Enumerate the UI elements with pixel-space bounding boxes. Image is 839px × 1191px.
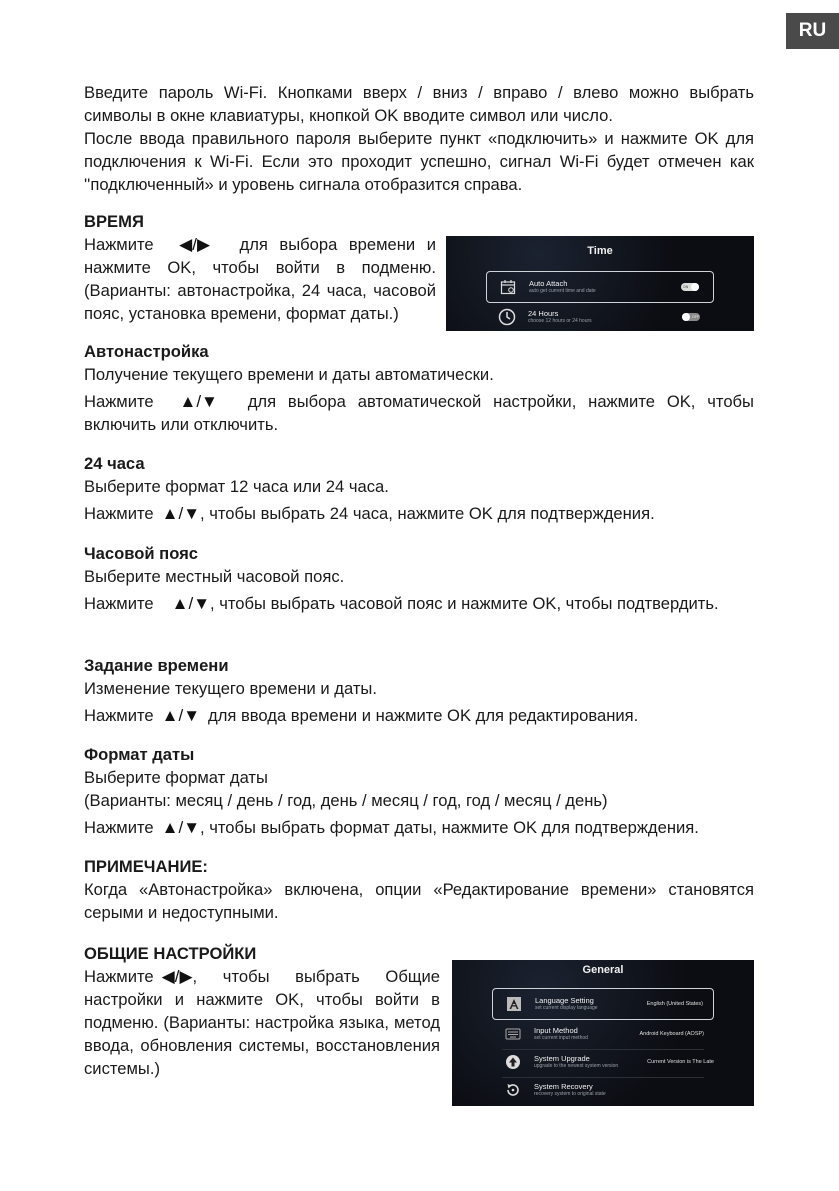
general-section [84, 943, 440, 1080]
tz-text: Нажмите ▲/▼, чтобы выбрать часовой пояс и нажмите OK, чтобы подтвердить. [84, 594, 719, 613]
auto-text: Нажмите ▲/▼ для выбора автоматической настройки, нажмите OK, чтобы включить или отключить. [84, 392, 754, 434]
auto-attach-title: Auto Attach [529, 279, 568, 288]
up-down-arrows-icon: ▲/▼ [161, 504, 201, 523]
time-section [84, 211, 436, 325]
24-hours-row [486, 302, 714, 331]
language-setting-value: English (United States) [646, 1001, 703, 1007]
language-setting-subtitle: set current display language [535, 1005, 598, 1011]
h24-heading: 24 часа [84, 454, 145, 473]
language-icon [503, 993, 525, 1015]
recovery-icon [502, 1079, 524, 1101]
up-down-arrows-icon: ▲/▼ [179, 392, 218, 411]
datefmt-section [84, 744, 754, 839]
settime-section [84, 655, 754, 727]
datefmt-line2: (Варианты: месяц / день / год, день / месяц / год, год / месяц / день) [84, 791, 608, 810]
left-right-arrows-icon: ◀/▶ [161, 967, 193, 986]
left-right-arrows-icon: ◀/▶ [179, 235, 211, 254]
settime-line1: Изменение текущего времени и даты. [84, 679, 377, 698]
system-recovery-title: System Recovery [534, 1082, 593, 1091]
intro-section [84, 81, 754, 196]
auto-heading: Автонастройка [84, 342, 209, 361]
24-hours-title: 24 Hours [528, 309, 559, 318]
settime-heading: Задание времени [84, 656, 229, 675]
system-recovery-row [492, 1075, 714, 1105]
language-setting-title: Language Setting [535, 996, 594, 1005]
h24-section [84, 453, 754, 525]
language-tab: RU [786, 13, 839, 49]
calendar-icon [497, 276, 519, 298]
time-menu-title: Time [587, 245, 613, 257]
tz-line1: Выберите местный часовой пояс. [84, 567, 345, 586]
datefmt-heading: Формат даты [84, 745, 195, 764]
keyboard-icon [502, 1023, 524, 1045]
datefmt-text: Нажмите ▲/▼, чтобы выбрать формат даты, нажмите OK для подтверждения. [84, 818, 699, 837]
input-method-value: Android Keyboard (AOSP) [639, 1031, 704, 1037]
general-text: Нажмите ◀/▶, чтобы выбрать Общие настройки и нажмите OK, чтобы войти в подменю. (Варианты: настройка языка, метод ввода, обновления системы, восстановления системы.) [84, 967, 440, 1078]
auto-attach-row [486, 271, 714, 303]
time-text [84, 233, 436, 325]
auto-section [84, 341, 754, 436]
h24-line1: Выберите формат 12 часа или 24 часа. [84, 477, 389, 496]
auto-attach-subtitle: auto get current time and date [529, 288, 596, 294]
system-upgrade-subtitle: upgrade to the newest system version [534, 1063, 619, 1069]
time-heading: ВРЕМЯ [84, 212, 144, 231]
input-method-subtitle: set current input method [534, 1035, 588, 1041]
24-hours-subtitle: choose 12 hours or 24 hours [528, 318, 592, 324]
up-down-arrows-icon: ▲/▼ [161, 818, 201, 837]
up-down-arrows-icon: ▲/▼ [161, 706, 201, 725]
note-section [84, 856, 754, 924]
auto-line1: Получение текущего времени и даты автоматически. [84, 365, 494, 384]
system-upgrade-title: System Upgrade [534, 1054, 590, 1063]
upgrade-icon [502, 1051, 524, 1073]
tz-heading: Часовой пояс [84, 544, 199, 563]
time-menu-screenshot [446, 236, 754, 331]
time-description: для выбора времени и нажмите OK, чтобы войти в подменю. (Варианты: автонастройка, 24 часа, часовой пояс, установка времени, формат даты.) [84, 235, 436, 323]
note-text: Когда «Автонастройка» включена, опции «Редактирование времени» становятся серыми и недоступными. [84, 880, 754, 922]
clock-icon [496, 306, 518, 328]
auto-attach-toggle: ON [681, 283, 699, 291]
input-method-title: Input Method [534, 1026, 578, 1035]
input-method-row [492, 1019, 714, 1049]
intro-paragraph-1: Введите пароль Wi-Fi. Кнопками вверх / вниз / вправо / влево можно выбрать символы в окне клавиатуры, кнопкой OK вводите символ или число. [84, 83, 754, 125]
h24-text: Нажмите ▲/▼, чтобы выбрать 24 часа, нажмите OK для подтверждения. [84, 504, 655, 523]
settime-text: Нажмите ▲/▼ для ввода времени и нажмите OK для редактирования. [84, 706, 639, 725]
tz-section [84, 543, 754, 615]
system-recovery-subtitle: recovery system to original state [534, 1091, 606, 1097]
24-hours-toggle: OFF [682, 313, 700, 321]
note-heading: ПРИМЕЧАНИЕ: [84, 857, 208, 876]
general-heading: ОБЩИЕ НАСТРОЙКИ [84, 944, 257, 963]
general-menu-screenshot [452, 960, 754, 1106]
system-upgrade-row [492, 1047, 714, 1077]
system-upgrade-value: Current Version is The Late [647, 1059, 714, 1065]
datefmt-line1: Выберите формат даты [84, 768, 268, 787]
intro-paragraph-2: После ввода правильного пароля выберите пункт «подключить» и нажмите OK для подключения к Wi-Fi. Если это проходит успешно, сигнал Wi-Fi будет отмечен как ''подключенный» и уровень сигнала отобразится справа. [84, 129, 754, 194]
up-down-arrows-icon: ▲/▼ [171, 594, 211, 613]
press-label: Нажмите [84, 235, 154, 254]
language-setting-row [492, 988, 714, 1020]
general-menu-title: General [582, 964, 624, 976]
